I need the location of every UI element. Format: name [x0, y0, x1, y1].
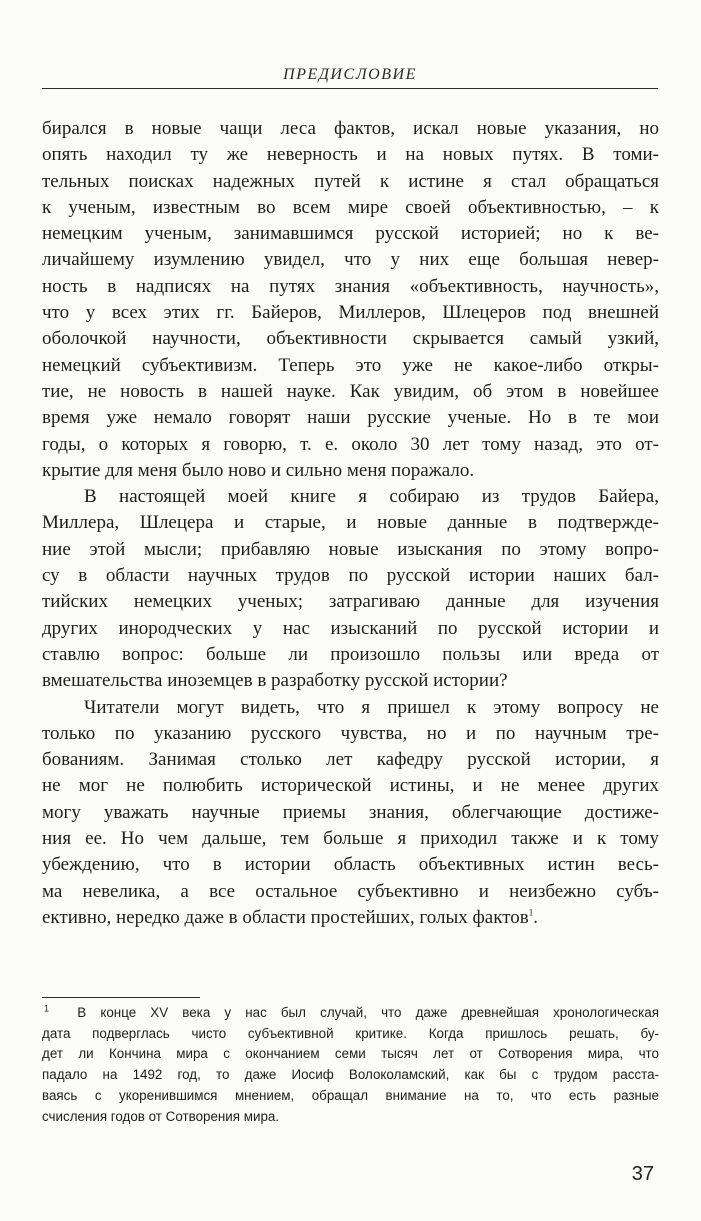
text-line: ность в надписях на путях знания «объективность, научность», — [42, 275, 659, 297]
footnote-line: счисления годов от Сотворения мира. — [42, 1108, 280, 1124]
text-line: крытие для меня было ново и сильно меня поражало. — [42, 459, 475, 481]
text-line: В настоящей моей книге я собираю из трудов Байера, — [84, 486, 659, 508]
footnote-ref[interactable]: 1 — [528, 907, 534, 918]
text-line: вмешательства иноземцев в разработку русской истории? — [42, 670, 508, 692]
text-line: немецкий субъективизм. Теперь это уже не какое-либо откры- — [42, 354, 659, 376]
footnote-line: дата подверглась чисто субъективной критике. Когда пришлось решать, бу- — [42, 1025, 659, 1041]
text-line: ма невелика, а все остальное субъективно и неизбежно субъ- — [42, 880, 659, 902]
text-line: не мог не полюбить исторической истины, и не менее других — [42, 775, 659, 797]
text-line: время уже немало говорят наши русские ученые. Но в те мои — [42, 407, 659, 429]
text-line: тельных поисках надежных путей к истине я стал обращаться — [42, 170, 659, 192]
text-line: убеждению, что в истории область объективных истин весь- — [42, 854, 659, 876]
text-line: бованиям. Занимая столько лет кафедру русской истории, я — [42, 749, 659, 771]
text-line: могу уважать научные приемы знания, облегчающие достиже- — [42, 801, 659, 823]
footnote-line: падало на 1492 год, то даже Иосиф Волоколамский, как бы с трудом расста- — [42, 1067, 659, 1083]
text-line: су в области научных трудов по русской истории наших бал- — [42, 565, 659, 587]
text-line: личайшему изумлению увидел, что у них еще большая невер- — [42, 249, 659, 271]
text-line: к ученым, известным во всем мире своей объективностью, – к — [42, 196, 659, 218]
text-line: оболочкой научности, объективности скрывается самый узкий, — [42, 328, 659, 350]
text-line: других инородческих у нас изысканий по русской истории и — [42, 617, 659, 639]
text-line-content: ективно, нередко даже в области простейших, голых фактов — [42, 906, 529, 928]
text-line: опять находил ту же неверность и на новых путях. В томи- — [42, 144, 659, 166]
text-line: Миллера, Шлецера и старые, и новые данные в подтвержде- — [42, 512, 659, 534]
footnote-line-content: В конце XV века у нас был случай, что даже древнейшая хронологическая — [77, 1005, 659, 1020]
body-text — [42, 116, 659, 931]
text-line: годы, о которых я говорю, т. е. около 30 лет тому назад, это от- — [42, 433, 659, 455]
paragraph — [42, 116, 659, 484]
text-line: ние этой мысли; прибавляю новые изыскания по этому вопро- — [42, 538, 659, 560]
text-line: тийских немецких ученых; затрагиваю данные для изучения — [42, 591, 659, 613]
footnote-marker: 1 — [44, 1003, 50, 1014]
running-header-title: ПРЕДИСЛОВИЕ — [283, 66, 417, 83]
text-line: ния ее. Но чем дальше, тем больше я приходил также и к тому — [42, 828, 659, 850]
footnote-line: ваясь с укоренившимся мнением, обращал внимание на то, что есть разные — [42, 1087, 659, 1103]
footnote — [42, 1003, 659, 1127]
footnote-divider — [42, 997, 200, 998]
page-number: 37 — [631, 1163, 654, 1185]
text-line: Читатели могут видеть, что я пришел к этому вопросу не — [84, 696, 659, 718]
text-line: немецким ученым, занимавшимся русской историей; но к ве- — [42, 223, 659, 245]
text-line: ективно, нередко даже в области простейших, голых фактов$^1$. — [42, 906, 538, 928]
paragraph — [42, 484, 659, 694]
paragraph — [42, 695, 659, 932]
footnote-line: дет ли Кончина мира с окончанием семи тысяч лет от Сотворения мира, что — [42, 1046, 659, 1062]
footnote-line — [42, 1003, 659, 1024]
running-header — [42, 66, 658, 89]
text-line: бирался в новые чащи леса фактов, искал новые указания, но — [42, 118, 659, 139]
text-line: только по указанию русского чувства, но и по научным тре- — [42, 722, 659, 744]
text-line: тие, не новость в нашей науке. Как увидим, об этом в новейшее — [42, 380, 659, 402]
text-line: что у всех этих гг. Байеров, Миллеров, Шлецеров под внешней — [42, 302, 659, 324]
text-line: ставлю вопрос: больше ли произошло пользы или вреда от — [42, 643, 659, 665]
